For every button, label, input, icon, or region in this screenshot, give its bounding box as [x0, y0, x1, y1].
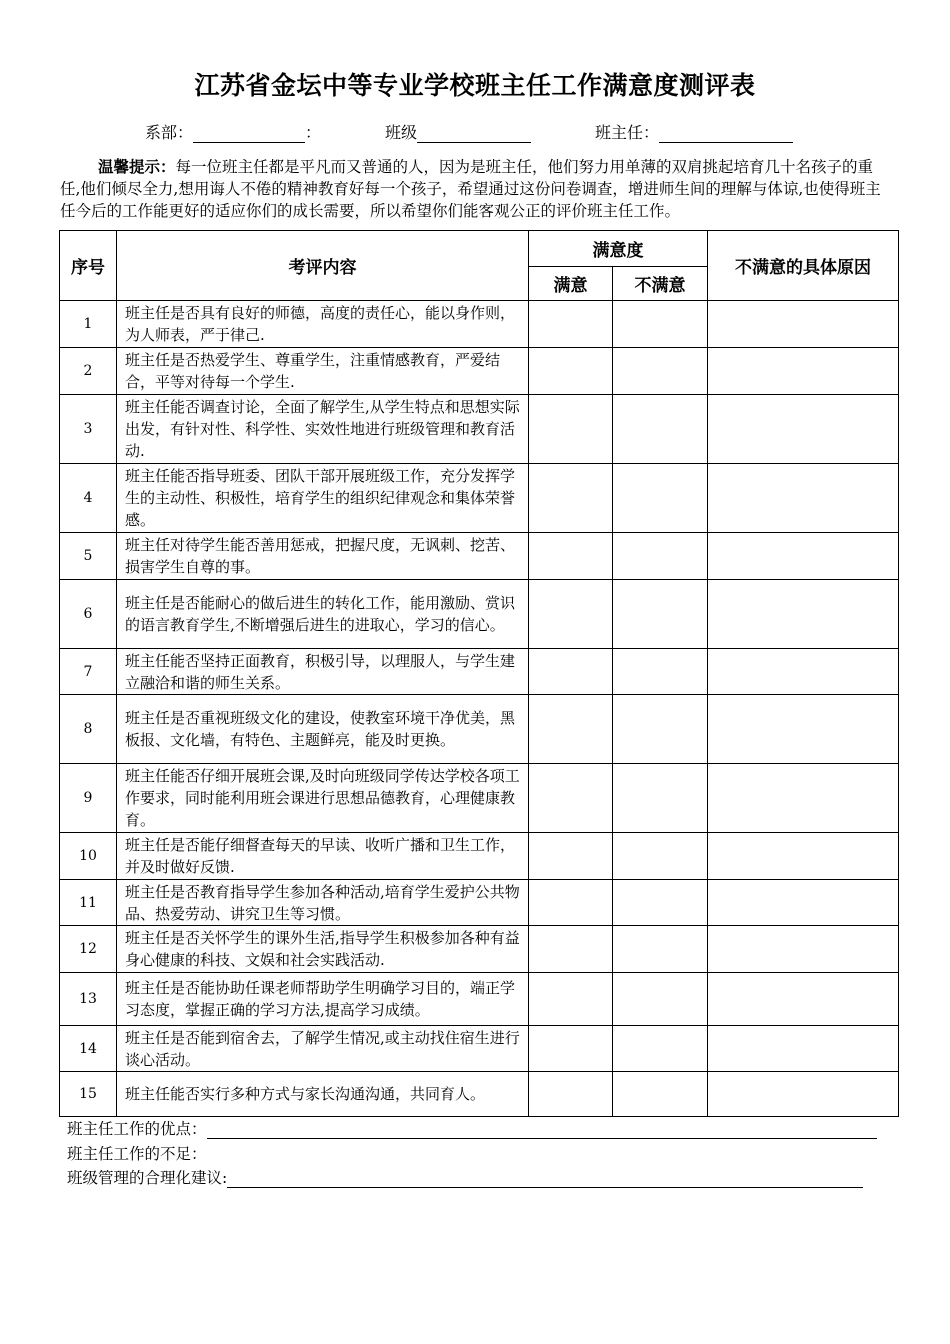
table-row: [60, 580, 899, 649]
satisfied-cell[interactable]: [529, 1026, 613, 1072]
row-content: 班主任是否能协助任课老师帮助学生明确学习目的，端正学习态度，掌握正确的学习方法,提高学习成绩。: [117, 973, 529, 1026]
class-label: 班级: [385, 123, 418, 142]
teacher-input-line[interactable]: [659, 124, 793, 143]
reason-cell[interactable]: [708, 695, 899, 764]
unsatisfied-cell[interactable]: [613, 301, 708, 348]
row-number: 9: [60, 764, 117, 833]
row-number: 6: [60, 580, 117, 649]
satisfied-cell[interactable]: [529, 649, 613, 695]
row-number: 3: [60, 395, 117, 464]
dept-field: [145, 120, 321, 143]
unsatisfied-cell[interactable]: [613, 833, 708, 880]
header-seq: 序号: [60, 231, 117, 301]
unsatisfied-cell[interactable]: [613, 880, 708, 926]
satisfied-cell[interactable]: [529, 395, 613, 464]
shortcomings-field: [67, 1142, 207, 1164]
table-row: [60, 1026, 899, 1072]
table-row: [60, 880, 899, 926]
class-field: [385, 120, 531, 143]
unsatisfied-cell[interactable]: [613, 926, 708, 973]
unsatisfied-cell[interactable]: [613, 580, 708, 649]
row-content: 班主任对待学生能否善用惩戒，把握尺度，无讽刺、挖苦、损害学生自尊的事。: [117, 533, 529, 580]
header-content: 考评内容: [117, 231, 529, 301]
satisfied-cell[interactable]: [529, 464, 613, 533]
row-content: 班主任是否教育指导学生参加各种活动,培育学生爱护公共物品、热爱劳动、讲究卫生等习惯。: [117, 880, 529, 926]
reason-cell[interactable]: [708, 1026, 899, 1072]
suggestions-label: 班级管理的合理化建议:: [67, 1169, 228, 1187]
satisfied-cell[interactable]: [529, 926, 613, 973]
unsatisfied-cell[interactable]: [613, 695, 708, 764]
unsatisfied-cell[interactable]: [613, 1026, 708, 1072]
class-input-line[interactable]: [417, 124, 531, 143]
reason-cell[interactable]: [708, 580, 899, 649]
satisfied-cell[interactable]: [529, 880, 613, 926]
teacher-field: [595, 120, 793, 143]
row-content: 班主任是否关怀学生的课外生活,指导学生积极参加各种有益身心健康的科技、文娱和社会实践活动.: [117, 926, 529, 973]
row-number: 12: [60, 926, 117, 973]
reason-cell[interactable]: [708, 533, 899, 580]
satisfied-cell[interactable]: [529, 301, 613, 348]
table-row: [60, 395, 899, 464]
unsatisfied-cell[interactable]: [613, 764, 708, 833]
tip-text: 每一位班主任都是平凡而又普通的人，因为是班主任，他们努力用单薄的双肩挑起培育几十名孩子的重任,他们倾尽全力,想用诲人不倦的精神教育好每一个孩子，希望通过这份问卷调查，增进师生间的理解与体谅,也使得班主任今后的工作能更好的适应你们的成长需要，所以希望你们能客观公正的评价班主任工作。: [60, 158, 881, 220]
unsatisfied-cell[interactable]: [613, 1072, 708, 1117]
row-content: 班主任能否仔细开展班会课,及时向班级同学传达学校各项工作要求，同时能利用班会课进行思想品德教育，心理健康教育。: [117, 764, 529, 833]
row-number: 11: [60, 880, 117, 926]
row-content: 班主任能否指导班委、团队干部开展班级工作，充分发挥学生的主动性、积极性，培育学生的组织纪律观念和集体荣誉感。: [117, 464, 529, 533]
dept-suffix: ：: [305, 123, 322, 142]
table-row: [60, 1072, 899, 1117]
row-number: 14: [60, 1026, 117, 1072]
row-content: 班主任能否坚持正面教育，积极引导，以理服人，与学生建立融洽和谐的师生关系。: [117, 649, 529, 695]
reason-cell[interactable]: [708, 1072, 899, 1117]
table-row: [60, 348, 899, 395]
table-row: [60, 464, 899, 533]
reason-cell[interactable]: [708, 649, 899, 695]
row-number: 7: [60, 649, 117, 695]
header-unsatisfied: 不满意: [613, 267, 708, 301]
merits-label: 班主任工作的优点：: [67, 1120, 207, 1138]
table-row: [60, 764, 899, 833]
reason-cell[interactable]: [708, 464, 899, 533]
row-content: 班主任是否能仔细督查每天的早读、收听广播和卫生工作，并及时做好反馈.: [117, 833, 529, 880]
satisfied-cell[interactable]: [529, 695, 613, 764]
reason-cell[interactable]: [708, 301, 899, 348]
reason-cell[interactable]: [708, 880, 899, 926]
evaluation-table: [59, 230, 899, 1117]
unsatisfied-cell[interactable]: [613, 395, 708, 464]
row-number: 1: [60, 301, 117, 348]
table-row: [60, 649, 899, 695]
row-content: 班主任是否具有良好的师德，高度的责任心，能以身作则，为人师表，严于律己.: [117, 301, 529, 348]
teacher-label: 班主任：: [595, 123, 660, 142]
suggestions-field: [67, 1166, 863, 1188]
satisfied-cell[interactable]: [529, 348, 613, 395]
table-row: [60, 301, 899, 348]
tip-paragraph: [60, 156, 890, 222]
dept-label: 系部：: [145, 123, 194, 142]
suggestions-input-line[interactable]: [227, 1169, 863, 1188]
dept-input-line[interactable]: [193, 124, 305, 143]
satisfied-cell[interactable]: [529, 580, 613, 649]
row-content: 班主任是否热爱学生、尊重学生，注重情感教育，严爱结合，平等对待每一个学生.: [117, 348, 529, 395]
reason-cell[interactable]: [708, 395, 899, 464]
unsatisfied-cell[interactable]: [613, 464, 708, 533]
row-number: 15: [60, 1072, 117, 1117]
merits-field: [67, 1117, 877, 1139]
reason-cell[interactable]: [708, 973, 899, 1026]
row-content: 班主任能否实行多种方式与家长沟通沟通，共同育人。: [117, 1072, 529, 1117]
reason-cell[interactable]: [708, 764, 899, 833]
row-number: 8: [60, 695, 117, 764]
table-row: [60, 695, 899, 764]
unsatisfied-cell[interactable]: [613, 649, 708, 695]
satisfied-cell[interactable]: [529, 764, 613, 833]
unsatisfied-cell[interactable]: [613, 533, 708, 580]
row-number: 4: [60, 464, 117, 533]
tip-label: 温馨提示：: [98, 158, 176, 176]
satisfied-cell[interactable]: [529, 533, 613, 580]
shortcomings-label: 班主任工作的不足：: [67, 1145, 207, 1163]
reason-cell[interactable]: [708, 926, 899, 973]
row-content: 班主任是否能耐心的做后进生的转化工作，能用激励、赏识的语言教育学生,不断增强后进生的进取心，学习的信心。: [117, 580, 529, 649]
header-satisfied: 满意: [529, 267, 613, 301]
reason-cell[interactable]: [708, 833, 899, 880]
unsatisfied-cell[interactable]: [613, 348, 708, 395]
reason-cell[interactable]: [708, 348, 899, 395]
header-reason: 不满意的具体原因: [708, 231, 899, 301]
row-number: 10: [60, 833, 117, 880]
row-number: 2: [60, 348, 117, 395]
unsatisfied-cell[interactable]: [613, 973, 708, 1026]
row-number: 5: [60, 533, 117, 580]
table-row: [60, 926, 899, 973]
row-content: 班主任能否调查讨论，全面了解学生,从学生特点和思想实际出发，有针对性、科学性、实效性地进行班级管理和教育活动.: [117, 395, 529, 464]
merits-input-line[interactable]: [207, 1120, 877, 1139]
form-title: 江苏省金坛中等专业学校班主任工作满意度测评表: [194, 71, 756, 100]
row-content: 班主任是否能到宿舍去，了解学生情况,或主动找住宿生进行谈心活动。: [117, 1026, 529, 1072]
table-row: [60, 973, 899, 1026]
row-content: 班主任是否重视班级文化的建设，使教室环境干净优美，黑板报、文化墙，有特色、主题鲜亮，能及时更换。: [117, 695, 529, 764]
satisfied-cell[interactable]: [529, 973, 613, 1026]
table-row: [60, 833, 899, 880]
row-number: 13: [60, 973, 117, 1026]
satisfied-cell[interactable]: [529, 1072, 613, 1117]
header-satisfaction: 满意度: [529, 231, 708, 267]
satisfied-cell[interactable]: [529, 833, 613, 880]
table-row: [60, 533, 899, 580]
